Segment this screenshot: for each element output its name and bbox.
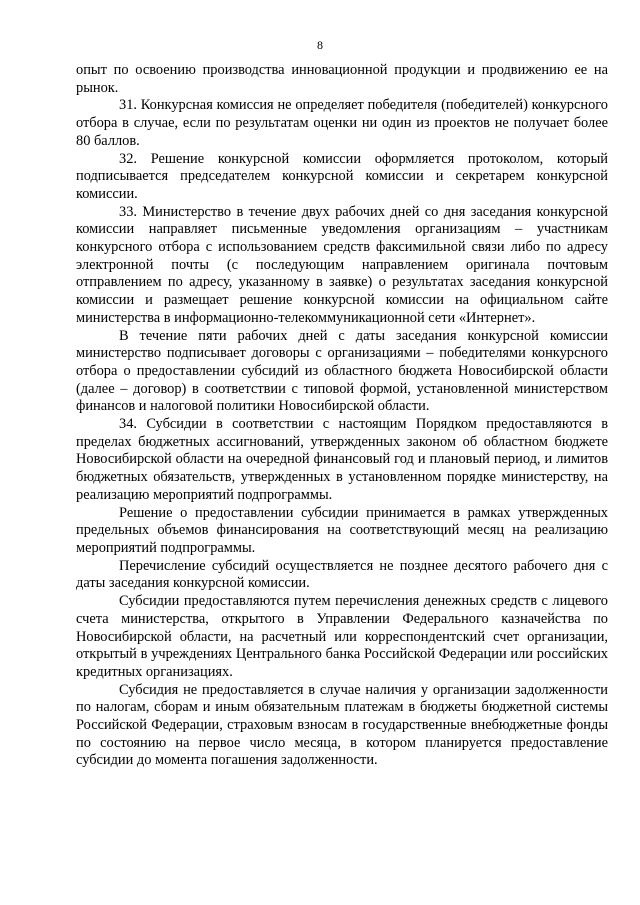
paragraph-33-contracts: В течение пяти рабочих дней с даты заседания конкурсной комиссии министерство подписывает договоры с организациями – победителями конкурсного отбора о предоставлении субсидий из областного бюджета Новосибирской области (далее – договор) в соответствии с типовой формой, установленной министерством финансов и налоговой политики Новосибирской области. [76, 327, 608, 415]
paragraph-34-transfer-deadline: Перечисление субсидий осуществляется не позднее десятого рабочего дня с даты заседания конкурсной комиссии. [76, 557, 608, 592]
paragraph-34: 34. Субсидии в соответствии с настоящим Порядком предоставляются в пределах бюджетных ассигнований, утвержденных законом об областном бюджете Новосибирской области на очередной финансовый год и плановый период, и лимитов бюджетных обязательств, утвержденных в установленном порядке министерству, на реализацию мероприятий подпрограммы. [76, 416, 608, 503]
page-number: 8 [317, 38, 323, 52]
paragraph-34-transfer-method: Субсидии предоставляются путем перечисления денежных средств с лицевого счета министерства, открытого в Управлении Федерального казначейства по Новосибирской области, на расчетный или корреспондентский счет организации, открытый в учреждениях Центрального банка Российской Федерации или российских кредитных организациях. [76, 593, 608, 680]
paragraph-31: 31. Конкурсная комиссия не определяет победителя (победителей) конкурсного отбора в случае, если по результатам оценки ни один из проектов не получает более 80 баллов. [76, 97, 608, 149]
paragraph-continuation: опыт по освоению производства инновационной продукции и продвижению ее на рынок. [76, 62, 608, 96]
paragraph-34-decision: Решение о предоставлении субсидии принимается в рамках утвержденных предельных объемов финансирования на соответствующий месяц на реализацию мероприятий подпрограммы. [76, 504, 608, 556]
paragraph-33: 33. Министерство в течение двух рабочих дней со дня заседания конкурсной комиссии направляет письменные уведомления организациям – участникам конкурсного отбора с использованием средств факсимильной связи либо по адресу электронной почты (с последующим направлением оригинала почтовым отправлением по адресу, указанному в заявке) о результатах заседания конкурсной комиссии и размещает решение конкурсной комиссии на официальном сайте министерства в информационно-телекоммуникационной сети «Интернет». [76, 203, 608, 326]
paragraph-32: 32. Решение конкурсной комиссии оформляется протоколом, который подписывается председателем конкурсной комиссии и секретарем конкурсной комиссии. [76, 150, 608, 202]
document-body [76, 62, 608, 770]
paragraph-34-debt-condition: Субсидия не предоставляется в случае наличия у организации задолженности по налогам, сборам и иным обязательным платежам в бюджеты бюджетной системы Российской Федерации, страховым взносам в государственные внебюджетные фонды по состоянию на первое число месяца, в котором планируется предоставление субсидии до момента погашения задолженности. [76, 681, 608, 769]
